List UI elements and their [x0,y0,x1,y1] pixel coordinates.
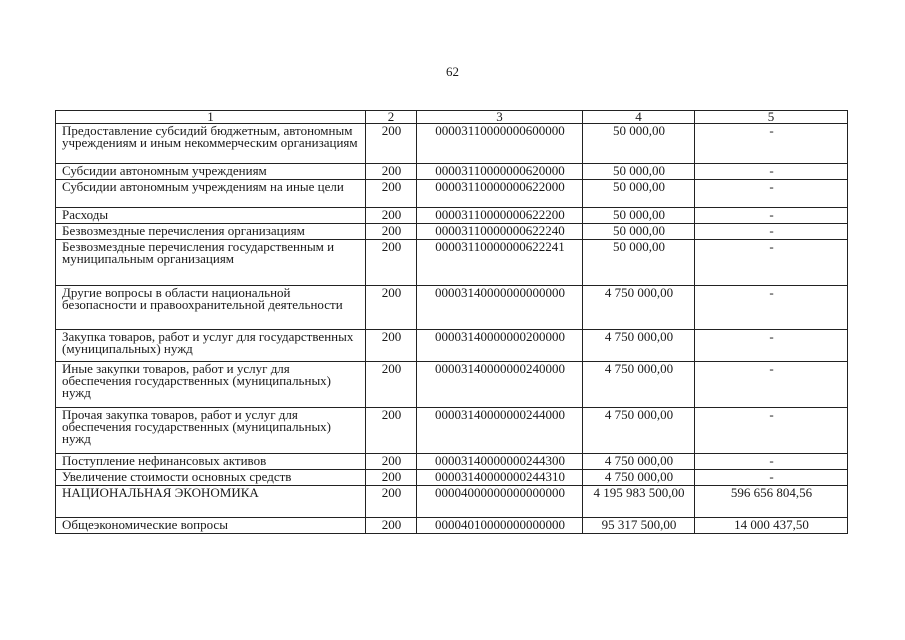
row-plan: 50 000,00 [583,180,695,208]
row-name: Иные закупки товаров, работ и услуг для обеспечения государственных (муниципальных) нужд [56,362,366,408]
row-kbk: 00003140000000244300 [417,454,583,470]
row-plan: 50 000,00 [583,164,695,180]
row-name: Другие вопросы в области национальной безопасности и правоохранительной деятельности [56,286,366,330]
row-name: Субсидии автономным учреждениям на иные цели [56,180,366,208]
row-code: 200 [366,408,417,454]
row-code: 200 [366,124,417,164]
row-fact: - [695,208,848,224]
table-row [56,180,848,208]
row-name: Поступление нефинансовых активов [56,454,366,470]
table-row [56,518,848,534]
table-row [56,362,848,408]
table-row [56,486,848,518]
table-row [56,286,848,330]
row-kbk: 00003140000000244310 [417,470,583,486]
row-fact: - [695,286,848,330]
row-fact: - [695,164,848,180]
row-kbk: 00003140000000244000 [417,408,583,454]
row-plan: 50 000,00 [583,224,695,240]
page-number: 62 [446,64,459,79]
row-plan: 4 750 000,00 [583,408,695,454]
row-kbk: 00003140000000240000 [417,362,583,408]
row-code: 200 [366,224,417,240]
row-plan: 4 750 000,00 [583,454,695,470]
row-fact: - [695,470,848,486]
row-kbk: 00004010000000000000 [417,518,583,534]
row-name: Общеэкономические вопросы [56,518,366,534]
table-row [56,164,848,180]
row-kbk: 00003110000000622200 [417,208,583,224]
column-header-3: 3 [417,111,583,124]
row-fact: 14 000 437,50 [695,518,848,534]
row-kbk: 00003110000000622240 [417,224,583,240]
row-kbk: 00003140000000200000 [417,330,583,362]
row-name: Предоставление субсидий бюджетным, автономным учреждениям и иным некоммерческим организациям [56,124,366,164]
table-header-row [56,111,848,124]
row-code: 200 [366,486,417,518]
row-code: 200 [366,362,417,408]
row-plan: 4 750 000,00 [583,470,695,486]
row-kbk: 00003110000000622000 [417,180,583,208]
row-fact: - [695,362,848,408]
row-fact: 596 656 804,56 [695,486,848,518]
row-code: 200 [366,330,417,362]
row-kbk: 00004000000000000000 [417,486,583,518]
row-name: Закупка товаров, работ и услуг для государственных (муниципальных) нужд [56,330,366,362]
row-plan: 50 000,00 [583,240,695,286]
row-fact: - [695,124,848,164]
row-name: Увеличение стоимости основных средств [56,470,366,486]
column-header-5: 5 [695,111,848,124]
column-header-1: 1 [56,111,366,124]
row-kbk: 00003110000000600000 [417,124,583,164]
budget-table [55,110,848,534]
row-name: Субсидии автономным учреждениям [56,164,366,180]
row-plan: 50 000,00 [583,208,695,224]
row-code: 200 [366,286,417,330]
row-kbk: 00003110000000622241 [417,240,583,286]
row-code: 200 [366,180,417,208]
row-fact: - [695,240,848,286]
table-row [56,330,848,362]
row-fact: - [695,224,848,240]
row-name: Расходы [56,208,366,224]
row-plan: 50 000,00 [583,124,695,164]
table-row [56,240,848,286]
row-fact: - [695,180,848,208]
row-fact: - [695,454,848,470]
table-row [56,470,848,486]
row-code: 200 [366,240,417,286]
table-row [56,454,848,470]
row-plan: 4 750 000,00 [583,330,695,362]
row-plan: 95 317 500,00 [583,518,695,534]
row-fact: - [695,408,848,454]
row-name: Безвозмездные перечисления государственным и муниципальным организациям [56,240,366,286]
row-kbk: 00003110000000620000 [417,164,583,180]
table-row [56,224,848,240]
row-plan: 4 750 000,00 [583,286,695,330]
row-name: Безвозмездные перечисления организациям [56,224,366,240]
table-row [56,124,848,164]
row-code: 200 [366,470,417,486]
row-name: Прочая закупка товаров, работ и услуг для обеспечения государственных (муниципальных) нужд [56,408,366,454]
row-name: НАЦИОНАЛЬНАЯ ЭКОНОМИКА [56,486,366,518]
row-kbk: 00003140000000000000 [417,286,583,330]
table-row [56,208,848,224]
column-header-4: 4 [583,111,695,124]
column-header-2: 2 [366,111,417,124]
row-code: 200 [366,164,417,180]
row-code: 200 [366,454,417,470]
row-code: 200 [366,518,417,534]
row-code: 200 [366,208,417,224]
row-fact: - [695,330,848,362]
row-plan: 4 750 000,00 [583,362,695,408]
table-row [56,408,848,454]
row-plan: 4 195 983 500,00 [583,486,695,518]
